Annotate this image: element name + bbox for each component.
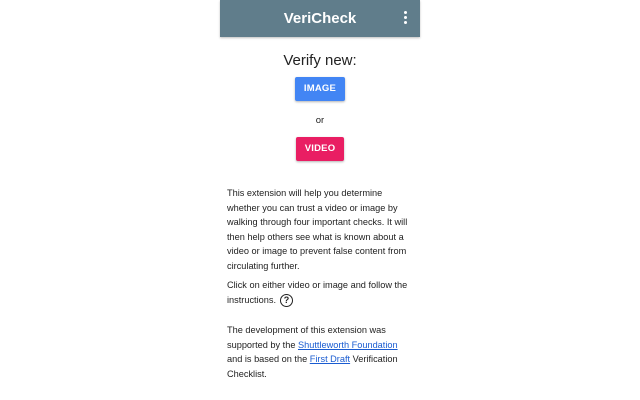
help-icon[interactable]: ? (280, 294, 293, 307)
app-title: VeriCheck (283, 10, 357, 27)
description-paragraph: This extension will help you determine whether you can trust a video or image by walking through four important checks. It will then help others see what is known about a video or image to prevent false content from circulating further. (227, 188, 408, 271)
app-bar (220, 0, 420, 37)
first-draft-link[interactable]: First Draft (309, 354, 351, 364)
more-vert-icon[interactable] (403, 11, 407, 26)
or-separator: or (315, 115, 325, 126)
instructions-text: Click on either video or image and follow the instructions. (227, 280, 408, 305)
verify-heading: Verify new: (283, 52, 357, 69)
credits-text-2: and is based on the (227, 354, 310, 364)
shuttleworth-foundation-link[interactable]: Shuttleworth Foundation (298, 339, 398, 350)
image-button[interactable]: IMAGE (295, 77, 345, 101)
credits-paragraph (227, 323, 415, 381)
instructions-paragraph (227, 278, 415, 307)
extension-popup (220, 0, 420, 400)
credits-text-3: Verification Checklist. (227, 354, 398, 379)
credits-text-1: The development of this extension was supported by the (227, 325, 386, 350)
video-button[interactable]: VIDEO (296, 137, 344, 161)
